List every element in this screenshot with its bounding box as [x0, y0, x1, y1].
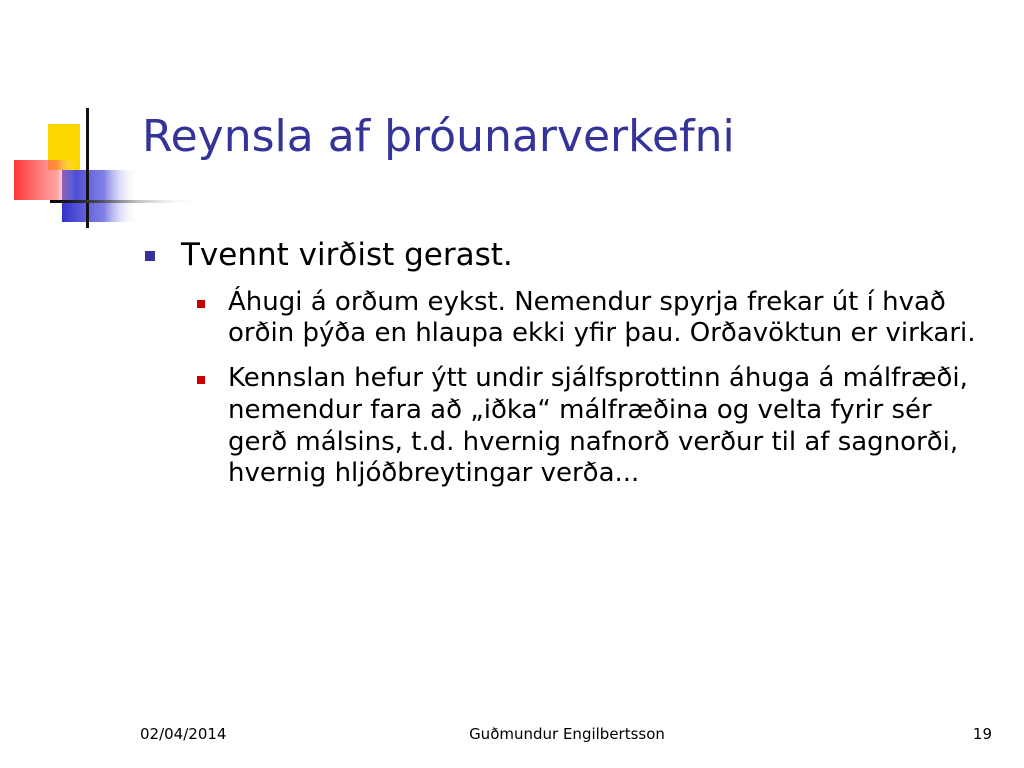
- decor-horizontal-line: [50, 200, 200, 203]
- sub-bullet-text: Áhugi á orðum eykst. Nemendur spyrja frekar út í hvað orðin þýða en hlaupa ekki yfir þau. Orðavöktun er virkari.: [228, 286, 976, 349]
- square-bullet-icon: [145, 251, 155, 261]
- sub-bullet-list: [181, 287, 1005, 490]
- footer-page-number: 19: [972, 725, 992, 743]
- footer-author: Guðmundur Engilbertsson: [469, 725, 665, 743]
- square-bullet-icon: [197, 376, 205, 384]
- bullet-list: [145, 236, 1005, 503]
- square-bullet-icon: [197, 300, 205, 308]
- sub-bullet-item: [181, 363, 1005, 490]
- decor-red-square: [14, 160, 76, 200]
- footer-date: 02/04/2014: [140, 725, 227, 743]
- decor-vertical-line: [86, 108, 89, 228]
- bullet-item: [145, 236, 1005, 490]
- sub-bullet-text: Kennslan hefur ýtt undir sjálfsprottinn áhuga á málfræði, nemendur fara að „iðka“ málfræðina og velta fyrir sér gerð málsins, t.d. hvernig nafnorð verður til af sagnorði, hvernig hljóðbreytingar verða...: [228, 363, 968, 489]
- bullet-text: Tvennt virðist gerast.: [181, 237, 513, 273]
- slide-title: Reynsla af þróunarverkefni: [142, 111, 735, 162]
- sub-bullet-item: [181, 287, 1005, 350]
